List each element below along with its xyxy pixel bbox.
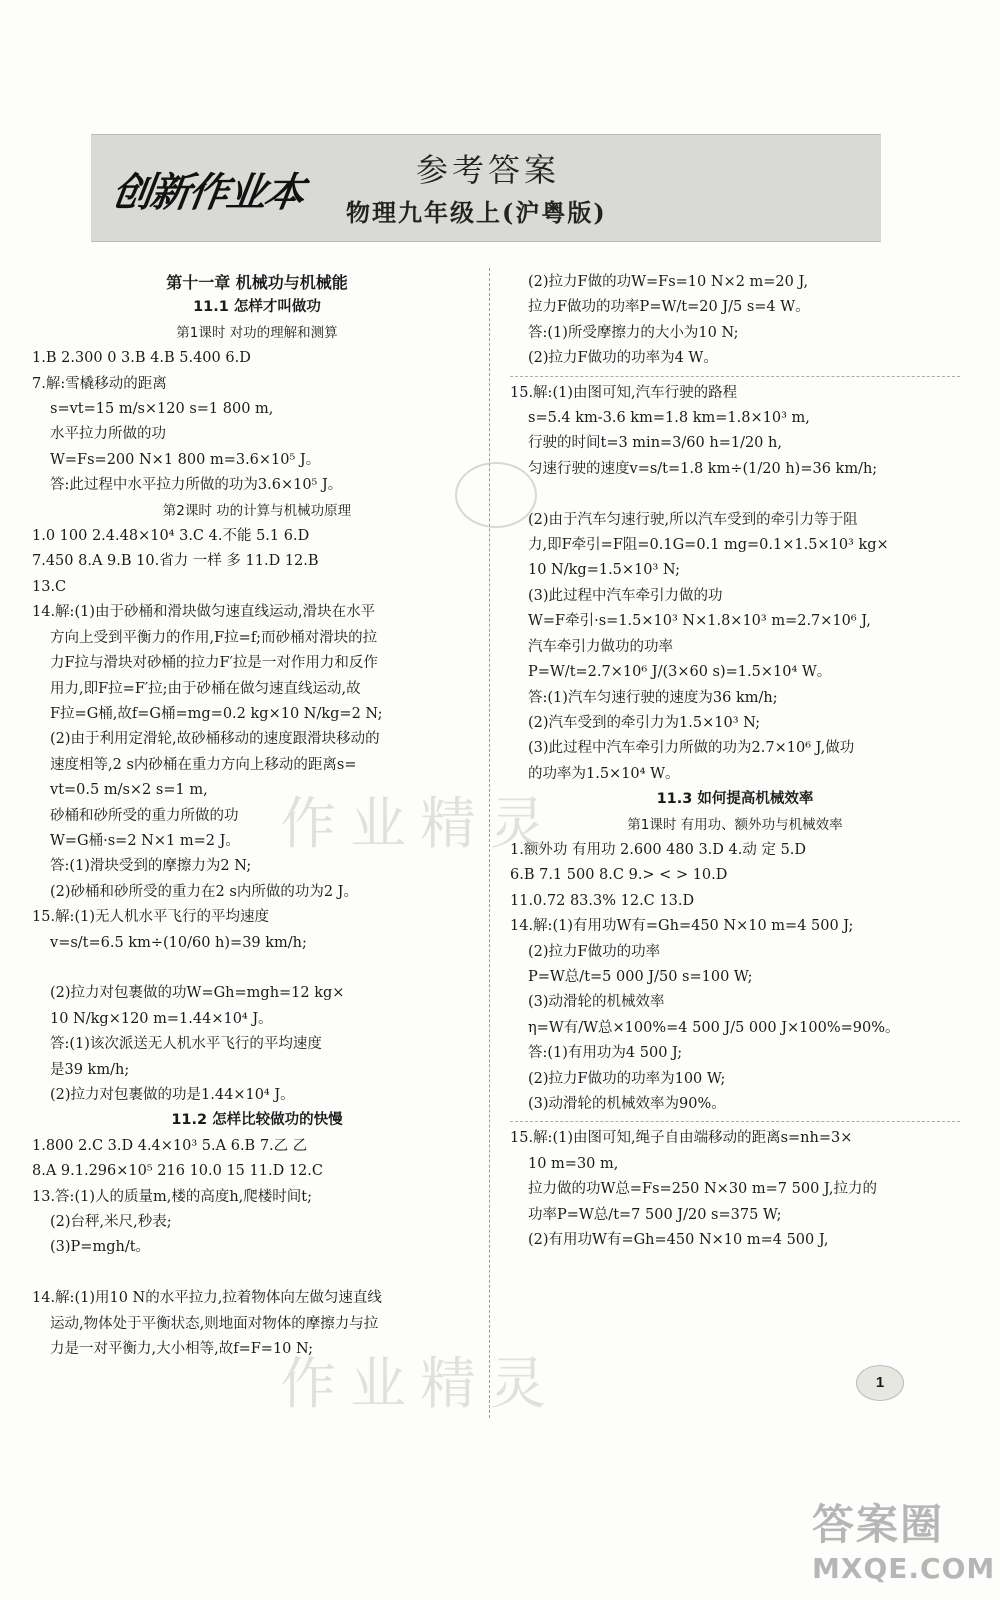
answer-line: 力F拉与滑块对砂桶的拉力F′拉是一对作用力和反作: [50, 655, 378, 672]
answer-line: 拉力F做功的功率P=W/t=20 J/5 s=4 W。: [528, 299, 810, 316]
answer-line: 11.0.72 83.3% 12.C 13.D: [510, 892, 695, 909]
answer-line: s=vt=15 m/s×120 s=1 800 m,: [50, 401, 274, 418]
answer-line: 1.800 2.C 3.D 4.4×10³ 5.A 6.B 7.乙 乙: [32, 1137, 308, 1154]
answer-line: 14.解:(1)用10 N的水平拉力,拉着物体向左做匀速直线: [32, 1290, 382, 1307]
answer-line: P=W总/t=5 000 J/50 s=100 W;: [528, 968, 753, 985]
answer-line: 功率P=W总/t=7 500 J/20 s=375 W;: [528, 1206, 782, 1223]
answer-line: s=5.4 km-3.6 km=1.8 km=1.8×10³ m,: [528, 410, 810, 427]
answer-line: (3)此过程中汽车牵引力做的功: [528, 587, 723, 604]
answer-line: (2)拉力F做功的功率: [528, 943, 661, 960]
answer-line: 答:(1)滑块受到的摩擦力为2 N;: [50, 858, 252, 875]
answer-line: 13.答:(1)人的质量m,楼的高度h,爬楼时间t;: [32, 1188, 313, 1205]
answer-line: 速度相等,2 s内砂桶在重力方向上移动的距离s=: [50, 756, 357, 773]
section-heading: 11.1 怎样才叫做功: [193, 299, 321, 316]
right-column: [510, 270, 960, 1253]
answer-line: 10 N/kg=1.5×10³ N;: [528, 562, 680, 579]
page-number: 1: [856, 1365, 904, 1401]
question-separator: [510, 1121, 960, 1122]
answer-line: 是39 km/h;: [50, 1061, 130, 1078]
answer-line: 运动,物体处于平衡状态,则地面对物体的摩擦力与拉: [50, 1315, 379, 1332]
answer-line: (2)砂桶和砂所受的重力在2 s内所做的功为2 J。: [50, 883, 358, 900]
answer-line: P=W/t=2.7×10⁶ J/(3×60 s)=1.5×10⁴ W。: [528, 664, 832, 681]
watermark: 作业精灵: [280, 1352, 560, 1417]
watermark: 作业精灵: [280, 792, 560, 857]
answer-line: v=s/t=6.5 km÷(10/60 h)=39 km/h;: [50, 934, 307, 951]
answer-line: (2)拉力对包裹做的功W=Gh=mgh=12 kg×: [50, 985, 345, 1002]
answer-line: 8.A 9.1.296×10⁵ 216 10.0 15 11.D 12.C: [32, 1163, 323, 1180]
answer-line: (2)拉力对包裹做的功是1.44×10⁴ J。: [50, 1087, 295, 1103]
answer-line: 1.B 2.300 0 3.B 4.B 5.400 6.D: [32, 350, 251, 367]
answer-line: 的功率为1.5×10⁴ W。: [528, 765, 680, 782]
answer-line: (2)汽车受到的牵引力为1.5×10³ N;: [528, 714, 761, 731]
answer-line: W=F牵引·s=1.5×10³ N×1.8×10³ m=2.7×10⁶ J,: [528, 613, 871, 630]
section-heading: 11.3 如何提高机械效率: [656, 791, 814, 808]
answer-line: W=Fs=200 N×1 800 m=3.6×10⁵ J。: [50, 451, 321, 468]
chapter-heading: 第十一章 机械功与机械能: [166, 273, 348, 292]
answer-line: 行驶的时间t=3 min=3/60 h=1/20 h,: [528, 435, 782, 452]
brand-logo: 创新作业本: [109, 170, 306, 216]
answer-line: 答:此过程中水平拉力所做的功为3.6×10⁵ J。: [50, 477, 343, 494]
answer-line: (2)由于利用定滑轮,故砂桶移动的速度跟滑块移动的: [50, 731, 380, 748]
answer-line: 砂桶和砂所受的重力所做的功: [50, 807, 239, 824]
answer-line: 7.450 8.A 9.B 10.省力 一样 多 11.D 12.B: [32, 553, 319, 570]
answer-line: W=G桶·s=2 N×1 m=2 J。: [50, 832, 240, 849]
header-banner: [91, 134, 881, 242]
answer-line: (2)拉力F做功的功率为4 W。: [528, 350, 718, 367]
answer-line: [32, 956, 482, 981]
answer-line: vt=0.5 m/s×2 s=1 m,: [50, 782, 208, 799]
site-logo-top: 答案圈: [812, 1500, 945, 1549]
answer-line: [510, 482, 960, 507]
answer-line: 15.解:(1)由图可知,汽车行驶的路程: [510, 384, 738, 401]
lesson-heading: 第1课时 有用功、额外功与机械效率: [627, 816, 843, 833]
answer-line: (3)动滑轮的机械效率为90%。: [528, 1096, 726, 1112]
answer-line: 6.B 7.1 500 8.C 9.> < > 10.D: [510, 867, 728, 884]
answer-line: (3)动滑轮的机械效率: [528, 994, 665, 1011]
answer-line: 7.解:雪橇移动的距离: [32, 375, 167, 392]
question-separator: [510, 376, 960, 377]
answer-line: 答:(1)该次派送无人机水平飞行的平均速度: [50, 1036, 322, 1053]
answer-line: 答:(1)汽车匀速行驶的速度为36 km/h;: [528, 689, 778, 706]
answer-line: 拉力做的功W总=Fs=250 N×30 m=7 500 J,拉力的: [528, 1181, 877, 1198]
answer-line: (2)由于汽车匀速行驶,所以汽车受到的牵引力等于阻: [528, 511, 858, 528]
answer-line: (2)有用功W有=Gh=450 N×10 m=4 500 J,: [528, 1232, 829, 1249]
answer-line: 水平拉力所做的功: [50, 426, 166, 443]
answer-line: 汽车牵引力做功的功率: [528, 638, 673, 655]
answer-line: 14.解:(1)有用功W有=Gh=450 N×10 m=4 500 J;: [510, 918, 854, 935]
section-heading: 11.2 怎样比较做功的快慢: [171, 1112, 343, 1129]
answer-line: 匀速行驶的速度v=s/t=1.8 km÷(1/20 h)=36 km/h;: [528, 460, 878, 477]
site-logo-bottom: MXQE.COM: [812, 1552, 996, 1585]
answer-line: 14.解:(1)由于砂桶和滑块做匀速直线运动,滑块在水平: [32, 604, 376, 621]
page-subtitle: 物理九年级上(沪粤版): [346, 198, 607, 227]
answer-line: 1.0 100 2.4.48×10⁴ 3.C 4.不能 5.1 6.D: [32, 528, 310, 545]
answer-line: (2)台秤,米尺,秒表;: [50, 1214, 172, 1231]
answer-line: (3)此过程中汽车牵引力所做的功为2.7×10⁶ J,做功: [528, 740, 855, 757]
site-logo: [812, 1492, 996, 1592]
answer-line: 用力,即F拉=F′拉;由于砂桶在做匀速直线运动,故: [50, 680, 361, 697]
answer-line: (2)拉力F做的功W=Fs=10 N×2 m=20 J,: [528, 274, 809, 290]
answer-line: 15.解:(1)无人机水平飞行的平均速度: [32, 909, 269, 926]
answer-line: 答:(1)有用功为4 500 J;: [528, 1045, 683, 1062]
answer-line: 10 m=30 m,: [528, 1155, 619, 1172]
answer-line: 答:(1)所受摩擦力的大小为10 N;: [528, 324, 739, 341]
answer-line: F拉=G桶,故f=G桶=mg=0.2 kg×10 N/kg=2 N;: [50, 705, 383, 722]
answer-line: 力是一对平衡力,大小相等,故f=F=10 N;: [50, 1341, 314, 1358]
answer-line: 13.C: [32, 578, 67, 595]
answer-line: 方向上受到平衡力的作用,F拉=f;而砂桶对滑块的拉: [50, 629, 378, 646]
answer-line: (3)P=mgh/t。: [50, 1239, 151, 1256]
lesson-heading: 第2课时 功的计算与机械功原理: [162, 502, 352, 519]
answer-line: 10 N/kg×120 m=1.44×10⁴ J。: [50, 1010, 273, 1027]
stamp-mark: [455, 462, 537, 528]
answer-line: η=W有/W总×100%=4 500 J/5 000 J×100%=90%。: [528, 1019, 900, 1036]
lesson-heading: 第1课时 对功的理解和测算: [176, 324, 338, 341]
answer-line: 15.解:(1)由图可知,绳子自由端移动的距离s=nh=3×: [510, 1130, 853, 1147]
answer-line: 力,即F牵引=F阻=0.1G=0.1 mg=0.1×1.5×10³ kg×: [528, 537, 889, 554]
answer-line: [32, 1261, 482, 1286]
answer-line: (2)拉力F做功的功率为100 W;: [528, 1070, 726, 1087]
answer-line: 1.额外功 有用功 2.600 480 3.D 4.动 定 5.D: [510, 841, 807, 858]
page-title: 参考答案: [416, 151, 561, 189]
